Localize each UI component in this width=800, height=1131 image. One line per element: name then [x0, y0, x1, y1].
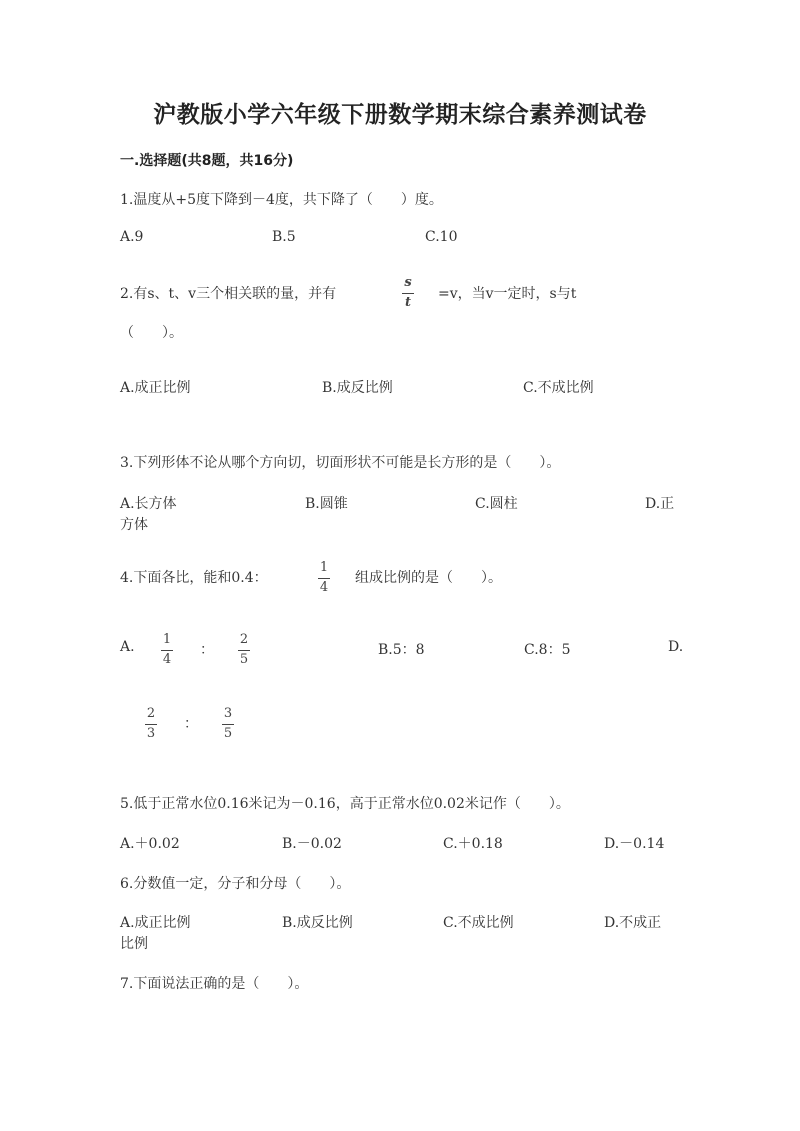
fraction-denominator: t: [404, 295, 411, 310]
q4-option-a-fraction-2: [232, 633, 256, 667]
q6-option-c: C.不成比例: [443, 915, 514, 931]
q1-option-b: B.5: [272, 229, 296, 245]
question-6: 6.分数值一定，分子和分母（ ）。: [120, 876, 351, 892]
fraction-denominator: 5: [223, 726, 233, 741]
question-1: 1.温度从+5度下降到－4度，共下降了（ ）度。: [120, 192, 443, 208]
q4-option-a-colon: ：: [200, 642, 214, 658]
q5-option-a: A.＋0.02: [120, 836, 180, 852]
q3-option-a: A.长方体: [120, 496, 177, 512]
fraction-numerator: 2: [146, 706, 156, 721]
question-2-part-b: =v，当v一定时，s与t: [438, 286, 577, 302]
fraction-bar: [222, 724, 234, 725]
fraction-numerator: 1: [319, 560, 329, 575]
q3-option-d: D.正: [645, 496, 675, 512]
fraction-bar: [161, 650, 173, 651]
q2-option-a: A.成正比例: [120, 380, 191, 396]
q4-fraction-one-quarter: [312, 561, 336, 595]
q4-option-a-fraction-1: [155, 633, 179, 667]
q4-option-d-label: D.: [668, 639, 684, 655]
q3-option-d-wrap: 方体: [120, 517, 148, 533]
fraction-denominator: 4: [319, 580, 329, 595]
fraction-bar: [238, 650, 250, 651]
q2-fraction-s-over-t: [396, 276, 420, 310]
q4-option-b: B.5：8: [378, 642, 425, 658]
question-3: 3.下列形体不论从哪个方向切，切面形状不可能是长方形的是（ ）。: [120, 455, 561, 471]
fraction-numerator: 1: [162, 632, 172, 647]
fraction-bar: [318, 578, 330, 579]
page-title: 沪教版小学六年级下册数学期末综合素养测试卷: [153, 102, 647, 128]
question-4-part-b: 组成比例的是（ ）。: [355, 570, 502, 586]
q4-option-d-fraction-2: [216, 707, 240, 741]
fraction-numerator: 2: [239, 632, 249, 647]
question-7: 7.下面说法正确的是（ ）。: [120, 976, 309, 992]
q2-option-c: C.不成比例: [523, 380, 594, 396]
q1-option-a: A.9: [120, 229, 144, 245]
q5-option-c: C.＋0.18: [443, 836, 503, 852]
q5-option-d: D.－0.14: [604, 836, 665, 852]
fraction-denominator: 5: [239, 652, 249, 667]
q3-option-c: C.圆柱: [475, 496, 518, 512]
q1-option-c: C.10: [425, 229, 458, 245]
q4-option-a-label: A.: [120, 639, 135, 655]
section-heading: 一.选择题(共8题，共16分): [120, 153, 294, 169]
q6-option-d: D.不成正: [604, 915, 662, 931]
fraction-numerator: s: [404, 275, 412, 290]
fraction-numerator: 3: [223, 706, 233, 721]
fraction-bar: [145, 724, 157, 725]
question-5: 5.低于正常水位0.16米记为－0.16，高于正常水位0.02米记作（ ）。: [120, 796, 570, 812]
q6-option-a: A.成正比例: [120, 915, 191, 931]
q4-option-d-colon: ：: [184, 716, 198, 732]
question-2-part-c: （ ）。: [120, 325, 183, 341]
fraction-denominator: 4: [162, 652, 172, 667]
q4-option-d-fraction-1: [139, 707, 163, 741]
question-2-part-a: 2.有s、t、v三个相关联的量，并有: [120, 286, 337, 302]
question-4-part-a: 4.下面各比，能和0.4：: [120, 570, 268, 586]
fraction-denominator: 3: [146, 726, 156, 741]
q3-option-b: B.圆锥: [305, 496, 348, 512]
q4-option-c: C.8：5: [524, 642, 571, 658]
q6-option-d-wrap: 比例: [120, 936, 148, 952]
q2-option-b: B.成反比例: [322, 380, 393, 396]
q5-option-b: B.－0.02: [282, 836, 342, 852]
fraction-bar: [402, 293, 414, 294]
q6-option-b: B.成反比例: [282, 915, 353, 931]
